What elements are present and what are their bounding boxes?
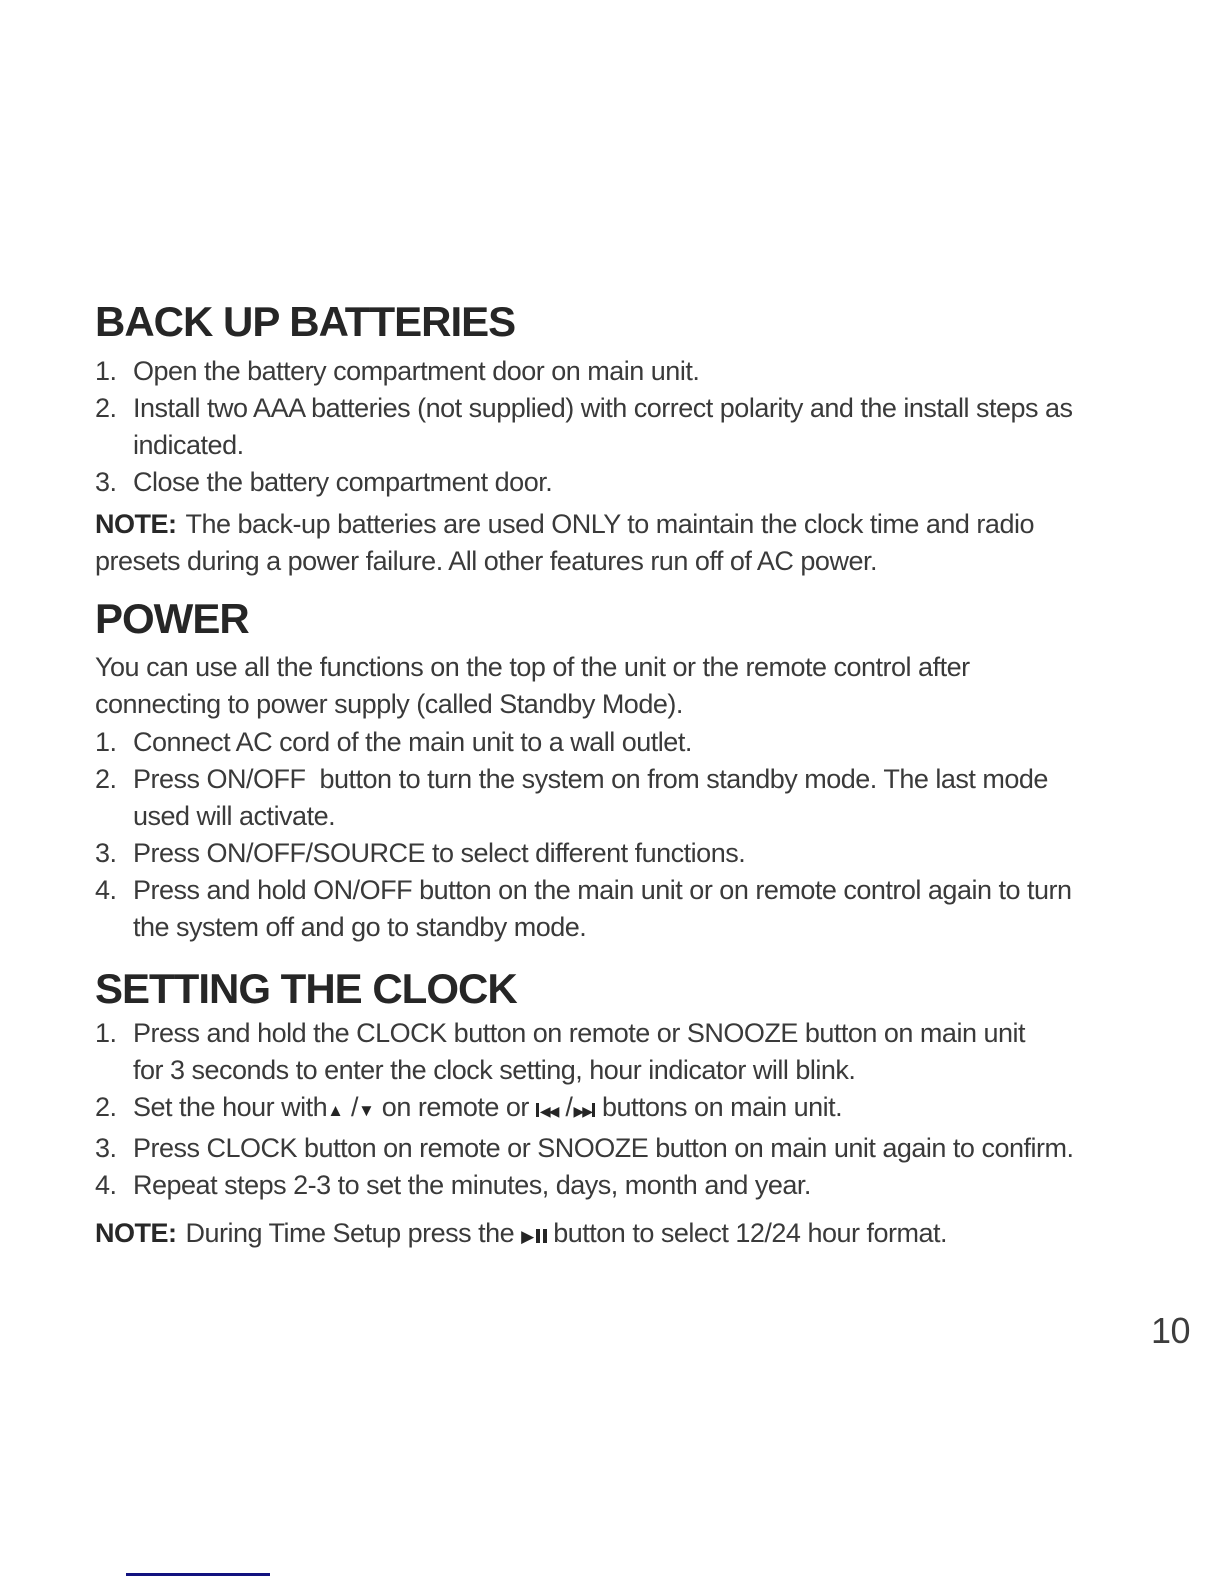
note-line [95,543,1034,580]
skip-forward-icon [572,1089,595,1130]
list-item [95,872,1072,909]
list-item-text: used will activate. [133,801,336,831]
list-number: 4. [95,1170,117,1200]
slash-separator: / [558,1092,573,1122]
list-item [95,761,1072,798]
section-title-power: POWER [95,595,249,642]
pause-icon [536,1216,550,1253]
note-line [95,506,1034,543]
list-item-continuation [95,798,1072,835]
list-item-text: the system off and go to standby mode. [133,912,587,942]
intro-line [95,649,970,686]
list-number: 3. [95,467,117,497]
footer-rule [126,1573,270,1576]
note-text: button to select 12/24 hour format. [553,1218,947,1248]
list-number: 4. [95,875,117,905]
list-item [95,1167,1073,1204]
step-text: Set the hour with [133,1092,328,1122]
list-item-text [133,1092,842,1122]
section-title-setting-clock: SETTING THE CLOCK [95,965,517,1012]
list-item-continuation [95,427,1073,464]
list-number: 1. [95,1018,117,1048]
note-label: NOTE: [95,509,177,539]
list-item-text: Repeat steps 2-3 to set the minutes, days, month and year. [133,1170,811,1200]
note-label: NOTE: [95,1218,177,1248]
double-left-triangles: ◀◀ [539,1103,558,1119]
arrow-down-icon: ▼ [357,1101,375,1120]
list-item-continuation [95,1052,1073,1089]
list-item-text: Open the battery compartment door on main unit. [133,356,700,386]
clock-list [95,1015,1073,1204]
intro-text: You can use all the functions on the top of the unit or the remote control after [95,652,970,682]
pause-bar [536,1229,540,1243]
slash-separator: / [343,1092,358,1122]
skip-back-icon [536,1089,559,1130]
list-item-text: Press ON/OFF/SOURCE to select different functions. [133,838,746,868]
list-item [95,1130,1073,1167]
note-text: presets during a power failure. All other features run off of AC power. [95,546,877,576]
section-title-backup-batteries: BACK UP BATTERIES [95,298,516,345]
page-number: 10 [1150,1310,1190,1351]
step-text: buttons on main unit. [594,1092,843,1122]
list-item [95,390,1073,427]
list-item [95,464,1073,501]
list-number: 3. [95,1133,117,1163]
intro-text: connecting to power supply (called Standby Mode). [95,689,683,719]
list-item-text: Press and hold the CLOCK button on remote or SNOOZE button on main unit [133,1018,1025,1048]
backup-batteries-list [95,353,1073,501]
arrow-up-icon: ▲ [327,1101,344,1120]
list-item [95,1089,1073,1130]
play-icon: ▶ [521,1227,535,1246]
list-item-continuation [95,909,1072,946]
note-time-setup [95,1215,947,1255]
list-item [95,724,1072,761]
power-intro [95,649,970,723]
list-number: 2. [95,393,117,423]
list-item-text: for 3 seconds to enter the clock setting, hour indicator will blink. [133,1055,856,1085]
list-item-text: Press CLOCK button on remote or SNOOZE button on main unit again to confirm. [133,1133,1074,1163]
intro-line [95,686,970,723]
list-item-text: Press ON/OFF button to turn the system on from standby mode. The last mode [133,764,1048,794]
note-batteries [95,506,1034,580]
skip-bar [536,1103,539,1117]
list-item-text: indicated. [133,430,244,460]
double-right-triangles: ▶▶ [573,1103,591,1119]
pause-bar [543,1229,547,1243]
list-item [95,353,1073,390]
step-text: on remote or [374,1092,536,1122]
list-item [95,1015,1073,1052]
list-number: 3. [95,838,117,868]
list-number: 2. [95,1092,117,1122]
list-item-text: Close the battery compartment door. [133,467,553,497]
note-text: During Time Setup press the [185,1218,522,1248]
list-item-text: Connect AC cord of the main unit to a wall outlet. [133,727,692,757]
list-item [95,835,1072,872]
note-text: The back-up batteries are used ONLY to maintain the clock time and radio [185,509,1034,539]
list-item-text: Install two AAA batteries (not supplied) with correct polarity and the install steps as [133,393,1073,423]
list-number: 2. [95,764,117,794]
power-list [95,724,1072,946]
list-item-text: Press and hold ON/OFF button on the main unit or on remote control again to turn [133,875,1072,905]
list-number: 1. [95,727,117,757]
list-number: 1. [95,356,117,386]
note-line [95,1215,947,1255]
